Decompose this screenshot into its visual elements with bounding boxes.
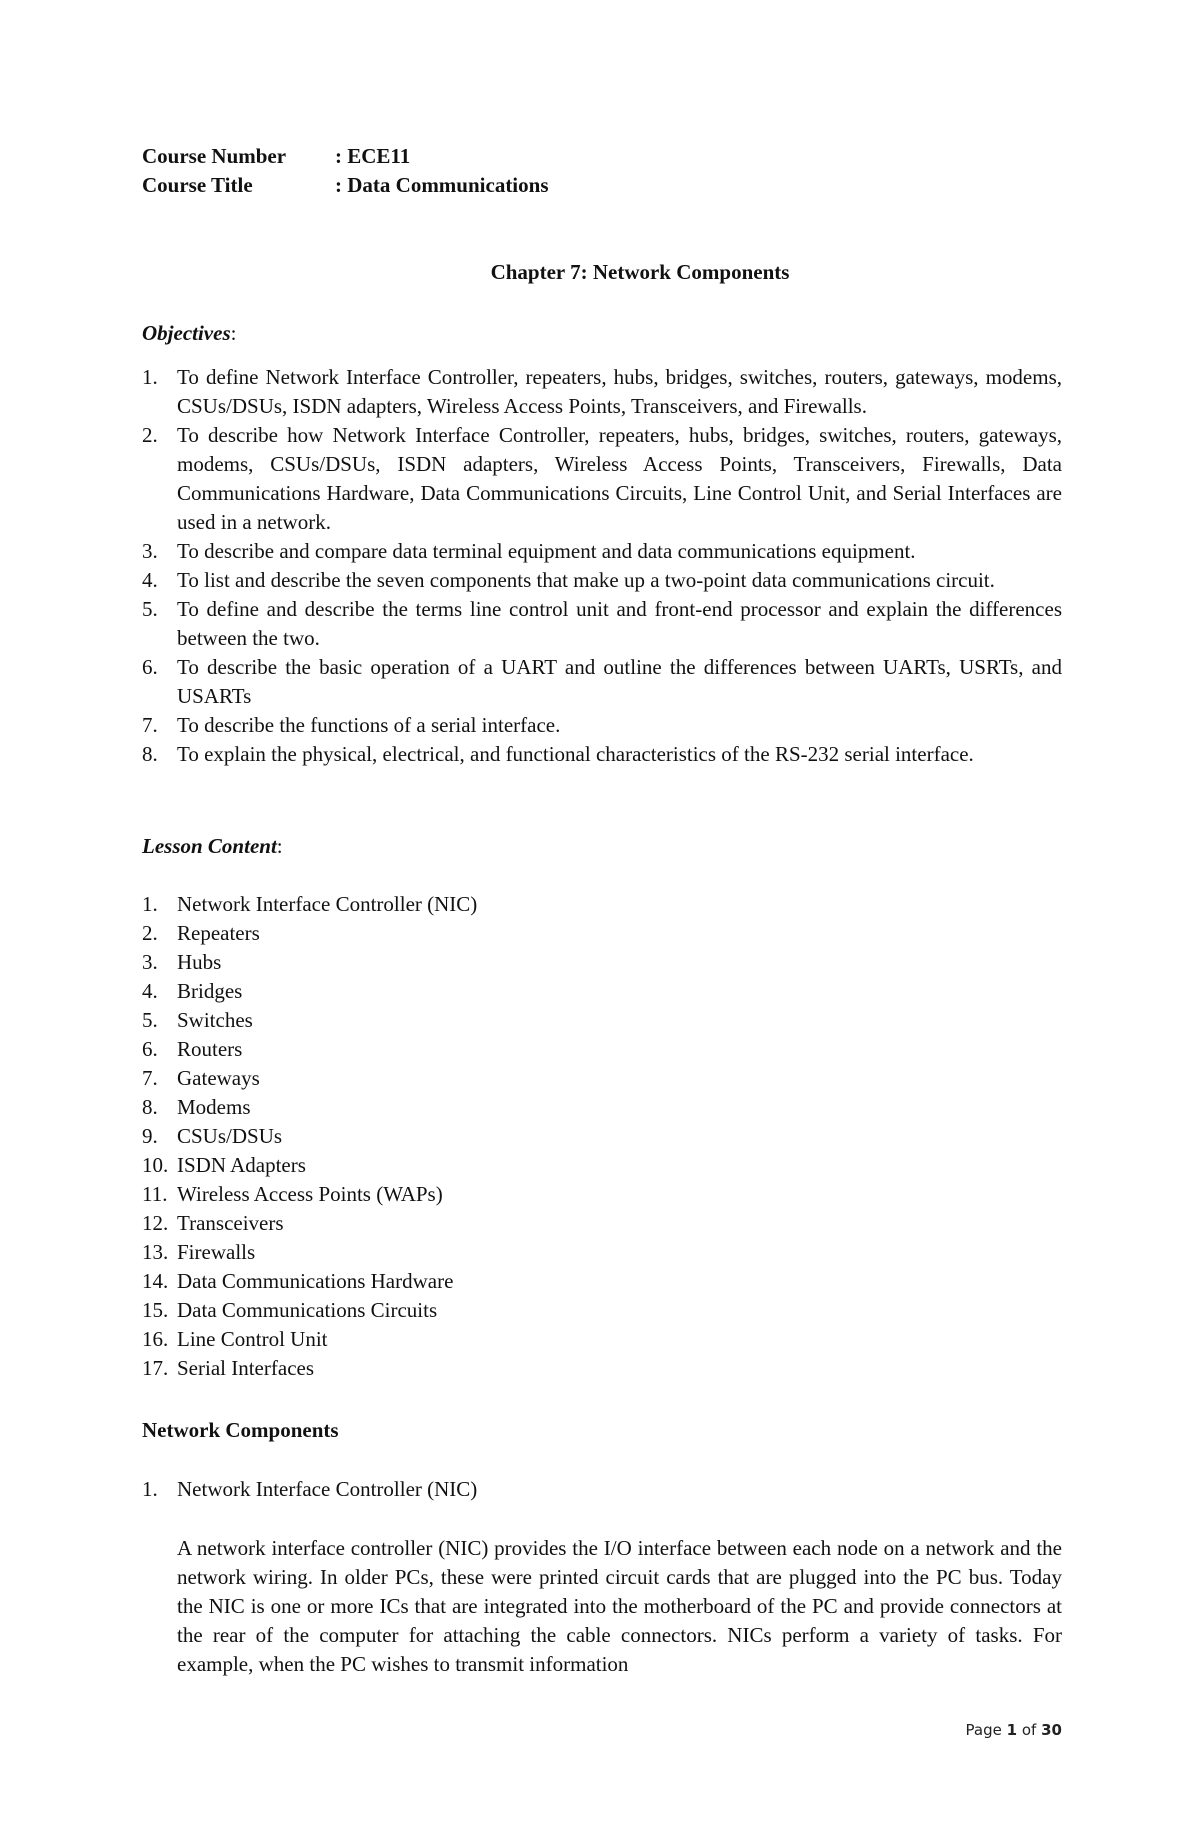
course-number-label: Course Number (142, 144, 287, 168)
lesson-item (142, 1064, 1062, 1093)
objectives-heading-colon: : (230, 321, 237, 345)
lesson-item (142, 977, 1062, 1006)
lesson-number: 5. (142, 1008, 158, 1032)
lesson-text: Wireless Access Points (WAPs) (177, 1182, 443, 1206)
objective-text: To describe the functions of a serial interface. (177, 713, 561, 737)
lesson-item (142, 1354, 1062, 1383)
lesson-content-heading-text: Lesson Content (142, 834, 277, 858)
lesson-text: Line Control Unit (177, 1327, 328, 1351)
lesson-content-list (142, 890, 1062, 1383)
lesson-item (142, 1238, 1062, 1267)
lesson-number: 15. (142, 1298, 169, 1322)
objective-number: 1. (142, 365, 158, 389)
lesson-text: Transceivers (177, 1211, 284, 1235)
lesson-content-heading (142, 832, 283, 861)
lesson-number: 9. (142, 1124, 158, 1148)
lesson-item (142, 1093, 1062, 1122)
course-title-value: : Data Communications (335, 173, 549, 197)
objective-number: 8. (142, 742, 158, 766)
lesson-text: Routers (177, 1037, 243, 1061)
objectives-heading-text: Objectives (142, 321, 231, 345)
objective-number: 3. (142, 539, 158, 563)
objective-item (142, 711, 1062, 740)
objective-number: 4. (142, 568, 158, 592)
lesson-number: 3. (142, 950, 158, 974)
objective-item (142, 363, 1062, 421)
objective-item (142, 740, 1062, 769)
lesson-text: Data Communications Circuits (177, 1298, 438, 1322)
objective-number: 7. (142, 713, 158, 737)
lesson-text: Network Interface Controller (NIC) (177, 892, 478, 916)
objectives-heading (142, 319, 236, 348)
chapter-title: Chapter 7: Network Components (490, 260, 790, 284)
lesson-number: 16. (142, 1327, 169, 1351)
lesson-item (142, 1006, 1062, 1035)
lesson-item (142, 948, 1062, 977)
lesson-number: 10. (142, 1153, 169, 1177)
lesson-text: Hubs (177, 950, 222, 974)
nic-paragraph: A network interface controller (NIC) provides the I/O interface between each node on a network and the network wiring. In older PCs, these were printed circuit cards that are plugged into the PC bus. Today the NIC is one or more ICs that are integrated into the motherboard of the PC and provide connectors at the rear of the computer for attaching the cable connectors. NICs perform a variety of tasks. For example, when the PC wishes to transmit information (177, 1536, 1062, 1676)
lesson-item (142, 1035, 1062, 1064)
lesson-item (142, 1180, 1062, 1209)
lesson-number: 13. (142, 1240, 169, 1264)
objective-number: 2. (142, 423, 158, 447)
lesson-text: CSUs/DSUs (177, 1124, 283, 1148)
network-component-title: Network Interface Controller (NIC) (177, 1477, 478, 1501)
lesson-number: 2. (142, 921, 158, 945)
objective-text: To explain the physical, electrical, and functional characteristics of the RS-232 serial interface. (177, 742, 974, 766)
network-components-heading: Network Components (142, 1418, 339, 1442)
lesson-text: ISDN Adapters (177, 1153, 306, 1177)
lesson-number: 8. (142, 1095, 158, 1119)
lesson-text: Gateways (177, 1066, 260, 1090)
lesson-number: 1. (142, 892, 158, 916)
lesson-item (142, 890, 1062, 919)
objective-text: To describe how Network Interface Controller, repeaters, hubs, bridges, switches, routers, gateways, modems, CSUs/DSUs, ISDN adapters, Wireless Access Points, Transceivers, Firewalls, Data Communications Hardware, Data Communications Circuits, Line Control Unit, and Serial Interfaces are used in a network. (177, 423, 1062, 534)
objective-number: 6. (142, 655, 158, 679)
footer-page-total: 30 (1041, 1721, 1062, 1739)
lesson-item (142, 919, 1062, 948)
lesson-number: 11. (142, 1182, 168, 1206)
objective-number: 5. (142, 597, 158, 621)
objective-item (142, 595, 1062, 653)
objective-text: To list and describe the seven components that make up a two-point data communications circuit. (177, 568, 995, 592)
objective-text: To describe the basic operation of a UART and outline the differences between UARTs, USRTs, and USARTs (177, 655, 1062, 708)
lesson-item (142, 1296, 1062, 1325)
network-component-item (142, 1475, 1062, 1504)
objective-text: To define Network Interface Controller, repeaters, hubs, bridges, switches, routers, gateways, modems, CSUs/DSUs, ISDN adapters, Wireless Access Points, Transceivers, and Firewalls. (177, 365, 1062, 418)
lesson-item (142, 1209, 1062, 1238)
footer-page-current: 1 (1006, 1721, 1018, 1739)
lesson-number: 14. (142, 1269, 169, 1293)
page-footer (966, 1716, 1062, 1745)
network-components-list (142, 1475, 1062, 1504)
lesson-text: Switches (177, 1008, 253, 1032)
objective-item (142, 537, 1062, 566)
lesson-text: Modems (177, 1095, 251, 1119)
footer-page-word: Page (965, 1721, 1002, 1739)
objective-item (142, 421, 1062, 537)
lesson-item (142, 1122, 1062, 1151)
lesson-text: Firewalls (177, 1240, 256, 1264)
lesson-number: 7. (142, 1066, 158, 1090)
lesson-number: 4. (142, 979, 158, 1003)
lesson-number: 17. (142, 1356, 169, 1380)
lesson-text: Bridges (177, 979, 243, 1003)
objective-text: To describe and compare data terminal equipment and data communications equipment. (177, 539, 916, 563)
objective-item (142, 566, 1062, 595)
network-component-number: 1. (142, 1477, 158, 1501)
objectives-list (142, 363, 1062, 769)
objective-item (142, 653, 1062, 711)
lesson-number: 12. (142, 1211, 169, 1235)
course-number-value: : ECE11 (335, 144, 411, 168)
lesson-item (142, 1151, 1062, 1180)
lesson-number: 6. (142, 1037, 158, 1061)
lesson-item (142, 1325, 1062, 1354)
lesson-text: Repeaters (177, 921, 260, 945)
objective-text: To define and describe the terms line control unit and front-end processor and explain the differences between the two. (177, 597, 1062, 650)
lesson-item (142, 1267, 1062, 1296)
lesson-text: Data Communications Hardware (177, 1269, 454, 1293)
footer-of-word: of (1021, 1721, 1037, 1739)
course-title-label: Course Title (142, 173, 253, 197)
lesson-content-heading-colon: : (276, 834, 283, 858)
lesson-text: Serial Interfaces (177, 1356, 315, 1380)
